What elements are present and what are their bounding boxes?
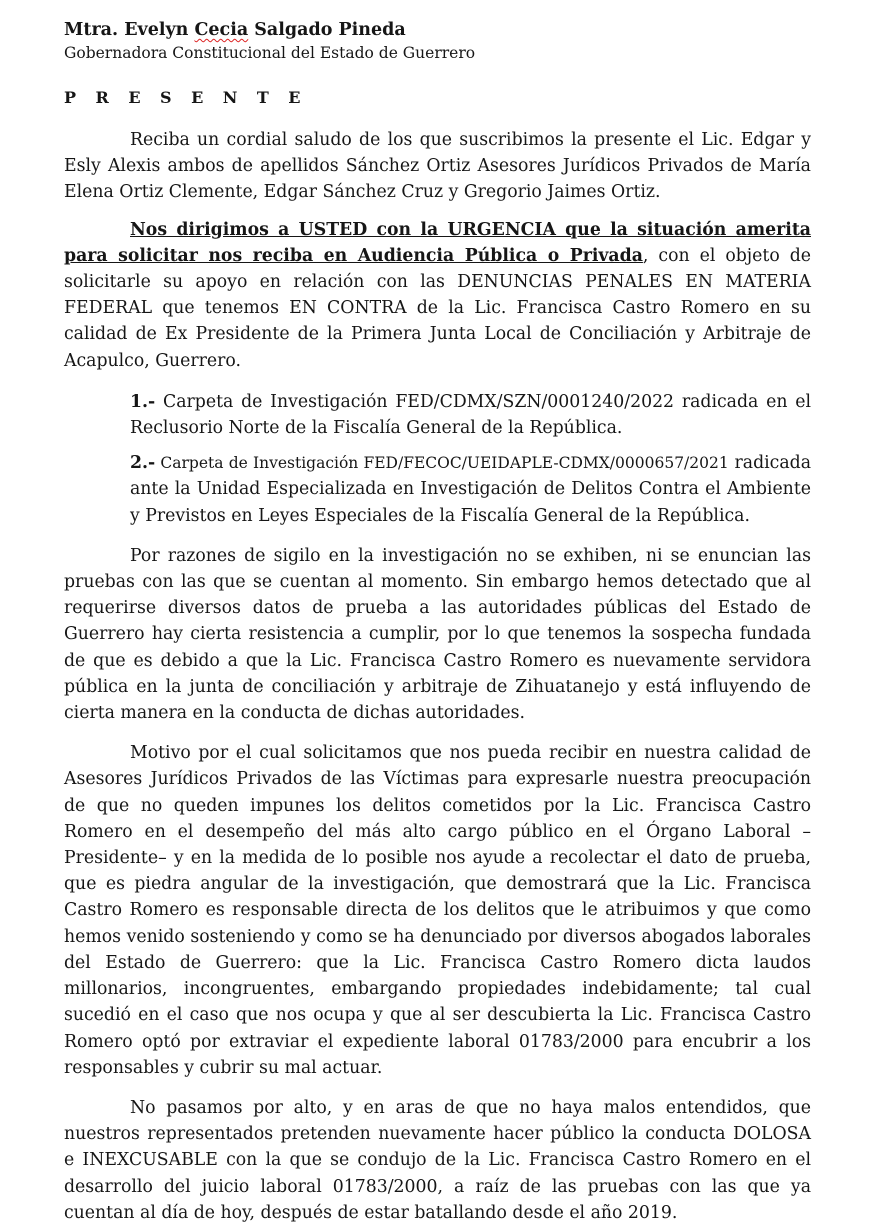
- spellcheck-word[interactable]: Cecia: [194, 20, 249, 40]
- item-number: 2.-: [130, 453, 156, 474]
- recipient-name-prefix: Mtra. Evelyn: [64, 20, 195, 40]
- item-text: Carpeta de Investigación FED/CDMX/SZN/0001240/2022 radicada en el Reclusorio Norte de la Fiscalía General de la República.: [130, 391, 811, 439]
- item-number: 1.-: [130, 391, 156, 412]
- item-text: radicada ante la Unidad Especializada en Investigación de Delitos Contra el Ambiente y Previstos en Leyes Especiales de la Fiscalía General de la República.: [130, 453, 812, 526]
- request-emphasis: Nos dirigimos a USTED con la URGENCIA que la situación amerita para solicitar nos reciba en Audiencia Pública o Privada: [64, 219, 811, 266]
- paragraph-greeting: Reciba un cordial saludo de los que suscribimos la presente el Lic. Edgar y Esly Alexis ambos de apellidos Sánchez Ortiz Asesores Jurídicos Privados de María Elena Ortiz Clemente, Edgar Sánchez Cruz y Gregorio Jaimes Ortiz.: [64, 130, 811, 203]
- paragraph-motive: Motivo por el cual solicitamos que nos pueda recibir en nuestra calidad de Asesores Jurídicos Privados de las Víctimas para expresarle nuestra preocupación de que no queden impunes los delitos cometidos por la Lic. Francisca Castro Romero en el desempeño del más alto cargo público en el Órgano Laboral –Presidente– y en la medida de lo posible nos ayude a recolectar el dato de prueba, que es piedra angular de la investigación, que demostrará que la Lic. Francisca Castro Romero es responsable directa de los delitos que le atribuimos y que como hemos venido sosteniendo y como se ha denunciado por diversos abogados laborales del Estado de Guerrero: que la Lic. Francisca Castro Romero dicta laudos millonarios, incongruentes, embargando propiedades indebidamente; tal cual sucedió en el caso que nos ocupa y que al ser descubierta la Lic. Francisca Castro Romero optó por extraviar el expediente laboral 01783/2000 para encubrir a los responsables y cubrir su mal actuar.: [64, 743, 811, 1078]
- paragraph-investigation: Por razones de sigilo en la investigación no se exhiben, ni se enuncian las pruebas con las que se cuentan al momento. Sin embargo hemos detectado que al requerirse diversos datos de prueba a las autoridades públicas del Estado de Guerrero hay cierta resistencia a cumplir, por lo que tenemos la sospecha fundada de que es debido a que la Lic. Francisca Castro Romero es nuevamente servidora pública en la junta de conciliación y arbitraje de Zihuatanejo y está influyendo de cierta manera en la conducta de dichas autoridades.: [64, 545, 811, 724]
- paragraph-closing: No pasamos por alto, y en aras de que no haya malos entendidos, que nuestros representados pretenden nuevamente hacer público la conducta DOLOSA e INEXCUSABLE con la que se condujo de la Lic. Francisca Castro Romero en el desarrollo del juicio laboral 01783/2000, a raíz de las pruebas con las que ya cuentan al día de hoy, después de estar batallando desde el año 2019.: [64, 1097, 811, 1223]
- item-text-heading: Carpeta de Investigación FED/FECOC/UEIDAPLE-CDMX/0000657/2021: [155, 454, 729, 473]
- recipient-name-suffix: Salgado Pineda: [248, 20, 406, 40]
- salutation-presente: PRESENTE: [64, 88, 320, 107]
- recipient-name: [64, 18, 811, 42]
- paragraph-request: [64, 217, 811, 374]
- recipient-title: Gobernadora Constitucional del Estado de Guerrero: [64, 44, 476, 62]
- list-item: [130, 450, 811, 529]
- list-item: [130, 389, 811, 441]
- request-text: , con el objeto de solicitarle su apoyo en relación con las DENUNCIAS PENALES EN MATERIA FEDERAL que tenemos EN CONTRA de la Lic. Francisca Castro Romero en su calidad de Ex Presidente de la Primera Junta Local de Conciliación y Arbitraje de Acapulco, Guerrero.: [64, 245, 812, 371]
